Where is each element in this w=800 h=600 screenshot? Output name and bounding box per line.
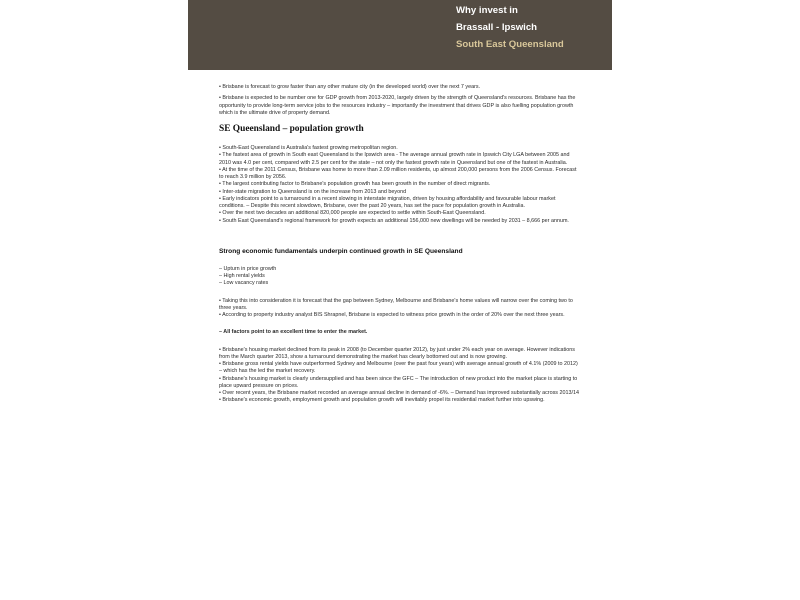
intro-paragraph: • Brisbane is expected to be number one for GDP growth from 2013-2020, largely driven by the strength of Queensland's resources. Brisbane has the opportunity to provide long-term service jobs to the resources industry – importantly the investment that drives GDP is also fuelling population growth which is the ultimate drive of property demand. bbox=[219, 95, 576, 116]
list-item: • Brisbane gross rental yields have outperformed Sydney and Melbourne (over the past four years) with average annual growth of 4.1% (2009 to 2012) – which has the led the market recovery. bbox=[219, 361, 578, 375]
list-item: – Low vacancy rates bbox=[219, 280, 269, 287]
list-item: – Upturn in price growth bbox=[219, 265, 277, 272]
section-heading: SE Queensland – population growth bbox=[219, 124, 364, 134]
body-paragraph: • Taking this into consideration it is forecast that the gap between Sydney, Melbourne and Brisbane's home values will narrow over the coming two to three years. bbox=[219, 297, 573, 311]
header-line-2: Brassall - Ipswich bbox=[456, 22, 538, 33]
list-item: – High rental yields bbox=[219, 273, 265, 279]
body-paragraph: • According to property industry analyst BIS Shrapnel, Brisbane is expected to witness price growth in the order of 20% over the next three years. bbox=[219, 312, 565, 318]
header-line-1: Why invest in bbox=[456, 5, 518, 16]
document-page bbox=[188, 0, 612, 600]
list-item: • South East Queensland's regional framework for growth expects an additional 156,000 new dwellings will be needed by 2031 – 8,666 per annum. bbox=[219, 217, 569, 224]
list-item: • Brisbane's housing market declined from its peak in 2008 (to December quarter 2012), by just under 2% each year on average. However indications from the March quarter 2013, show a turnaround demonstrating the market has clearly bottomed out and is now growing. bbox=[219, 346, 575, 360]
header-banner bbox=[188, 0, 612, 70]
header-line-3: South East Queensland bbox=[456, 39, 564, 50]
list-item: • At the time of the 2011 Census, Brisbane was home to more than 2.09 million residents, up almost 200,000 persons from the 2006 Census. Forecast to reach 3.9 million by 2056. bbox=[219, 166, 577, 180]
list-item: • Brisbane's economic growth, employment growth and population growth will inevitably propel its residential market further into upswing. bbox=[219, 397, 545, 404]
intro-paragraph: • Brisbane is forecast to grow faster than any other mature city (in the developed world) over the next 7 years. bbox=[219, 84, 481, 90]
fundamentals-dash-list bbox=[219, 266, 581, 288]
document-body bbox=[219, 84, 581, 405]
list-item: • The largest contributing factor to Brisbane's population growth has been growth in the number of direct migrants. bbox=[219, 181, 491, 188]
list-item: • The fastest area of growth in South east Queensland is the Ipswich area - The average annual growth rate in Ipswich City LGA between 2005 and 2010 was 4.0 per cent, compared with 2.5 per cent for the state – not only the fastest growth rate in Queensland but one of the fastest in Australia. bbox=[219, 152, 570, 166]
section-heading: Strong economic fundamentals underpin continued growth in SE Queensland bbox=[219, 247, 463, 255]
list-item: • Brisbane's housing market is clearly undersupplied and has been since the GFC – The introduction of new product into the market place is starting to place upward pressure on prices. bbox=[219, 375, 578, 389]
population-growth-list bbox=[219, 145, 581, 225]
list-item: • Over the next two decades an additional 820,000 people are expected to settle within South-East Queensland. bbox=[219, 210, 486, 217]
list-item: • Inter-state migration to Queensland is on the increase from 2013 and beyond bbox=[219, 188, 407, 195]
list-item: • South-East Queensland is Australia's fastest growing metropolitan region. bbox=[219, 145, 398, 151]
callout-text: – All factors point to an excellent time to enter the market. bbox=[219, 329, 368, 336]
list-item: • Over recent years, the Brisbane market recorded an average annual decline in demand of -6%. – Demand has improved substantially across 2013/14 bbox=[219, 390, 579, 396]
market-list bbox=[219, 347, 581, 405]
list-item: • Early indicators point to a turnaround in a recent slowing in interstate migration, driven by housing affordability and favourable labour market conditions. – Despite this recent slowdown, Brisbane, over the past 20 years, has set the pace for population growth in Australia. bbox=[219, 195, 556, 209]
